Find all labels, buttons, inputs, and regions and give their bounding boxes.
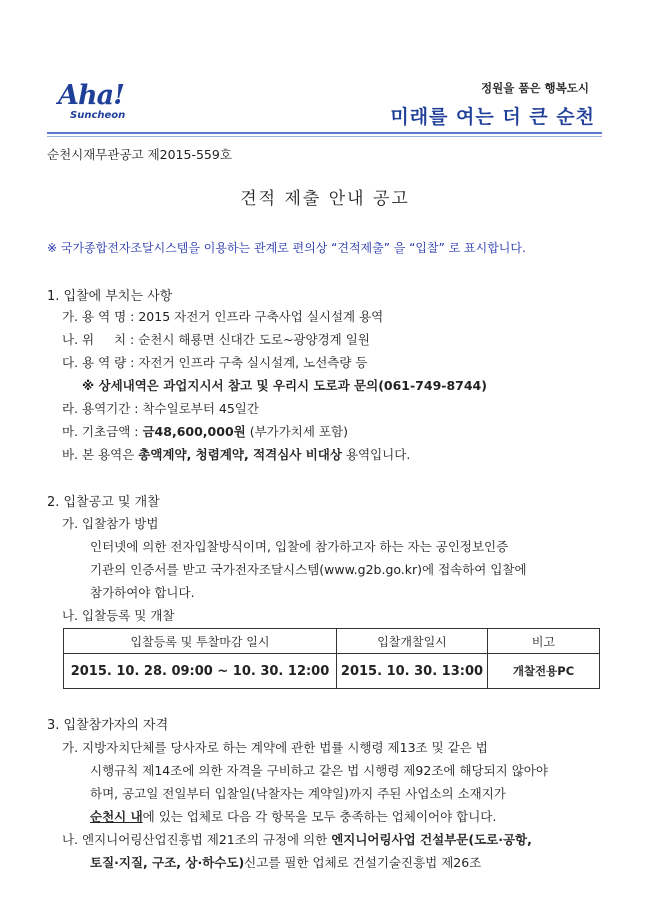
header-divider-thin	[47, 136, 602, 137]
section2-para-line: 인터넷에 의한 전자입찰방식이며, 입찰에 참가하고자 하는 자는 공인정보인증	[90, 539, 509, 554]
item-ba-suffix: 용역입니다.	[341, 447, 411, 462]
section2-sub-na: 나. 입찰등록 및 개찰	[62, 608, 175, 623]
section1-item-ma	[62, 422, 348, 440]
table-cell: 개찰전용PC	[488, 654, 600, 689]
header-divider	[47, 132, 602, 134]
section2-sub-ga: 가. 입찰참가 방법	[62, 516, 159, 531]
section3-heading: 3. 입찰참가자의 자격	[47, 718, 169, 733]
base-amount: 금48,600,000원	[142, 424, 246, 439]
slogan-small: 정원을 품은 행복도시	[481, 81, 589, 95]
section1-item-ra: 라. 용역기간 : 착수일로부터 45일간	[62, 401, 259, 416]
section2-para-line: 기관의 인증서를 받고 국가전자조달시스템(www.g2b.go.kr)에 접속하여 입찰에	[90, 562, 527, 577]
table-header-cell: 입찰개찰일시	[337, 629, 488, 654]
section1-item-ga: 가. 용 역 명 : 2015 자전거 인프라 구축사업 실시설계 용역	[62, 309, 384, 324]
section1-heading: 1. 입찰에 부치는 사항	[47, 289, 173, 304]
contract-types: 총액계약, 청렴계약, 적격심사 비대상	[138, 447, 342, 462]
section1-item-da: 다. 용 역 량 : 자전거 인프라 구축 실시설계, 노선측량 등	[62, 355, 368, 370]
section1-item-na: 나. 위 치 : 순천시 해룡면 신대간 도로~광양경계 일원	[62, 332, 370, 347]
table-row	[64, 654, 600, 689]
section1-item-ba	[62, 445, 410, 463]
engineering-field: 엔지니어링사업 건설부문(도로·공항,	[331, 832, 532, 847]
table-cell: 2015. 10. 30. 13:00	[337, 654, 488, 689]
logo-city-text: Suncheon	[70, 110, 126, 121]
table-header-cell: 입찰등록 및 투찰마감 일시	[64, 629, 337, 654]
city-slogan	[390, 80, 595, 129]
section2-heading: 2. 입찰공고 및 개찰	[47, 495, 160, 510]
section3-ga-line	[90, 807, 496, 825]
section3-na-rest: 신고를 필한 업체로 건설기술진흥법 제26조	[244, 855, 482, 870]
table-header-cell: 비고	[488, 629, 600, 654]
item-ma-prefix: 마. 기초금액 :	[62, 424, 143, 439]
logo-aha-text: Aha!	[58, 80, 124, 111]
table-header-row	[64, 629, 600, 654]
section3-ga-line: 하며, 공고일 전일부터 입찰일(낙찰자는 계약일)까지 주된 사업소의 소재지가	[90, 786, 506, 801]
schedule-table	[63, 628, 600, 689]
section3-na-line	[62, 830, 532, 848]
slogan-big: 미래를 여는 더 큰 순천	[390, 106, 595, 128]
item-ma-suffix: (부가가치세 포함)	[245, 424, 348, 439]
section3-na-prefix: 나. 엔지니어링산업진흥법 제21조의 규정에 의한	[62, 832, 332, 847]
engineering-subfields: 토질·지질, 구조, 상·하수도)	[90, 855, 245, 870]
notice-number: 순천시재무관공고 제2015-559호	[47, 147, 232, 162]
location-requirement: 순천시 내	[90, 809, 143, 824]
section1-detail-note: ※ 상세내역은 과업지시서 참고 및 우리시 도로과 문의(061-749-8744)	[82, 378, 487, 393]
section3-na-line	[90, 853, 481, 871]
item-ba-prefix: 바. 본 용역은	[62, 447, 139, 462]
page-title: 견적 제출 안내 공고	[240, 189, 410, 209]
section2-para-line: 참가하여야 합니다.	[90, 585, 195, 600]
notice-note: ※ 국가종합전자조달시스템을 이용하는 관계로 편의상 “견적제출” 을 “입찰” 로 표시합니다.	[47, 241, 526, 255]
section3-ga-rest: 에 있는 업체로 다음 각 항목을 모두 충족하는 업체이어야 합니다.	[142, 809, 497, 824]
table-cell: 2015. 10. 28. 09:00 ~ 10. 30. 12:00	[64, 654, 337, 689]
section3-ga-line: 가. 지방자치단체를 당사자로 하는 계약에 관한 법률 시행령 제13조 및 같은 법	[62, 740, 488, 755]
city-logo	[56, 82, 146, 126]
section3-ga-line: 시행규칙 제14조에 의한 자격을 구비하고 같은 법 시행령 제92조에 해당되지 않아야	[90, 763, 548, 778]
